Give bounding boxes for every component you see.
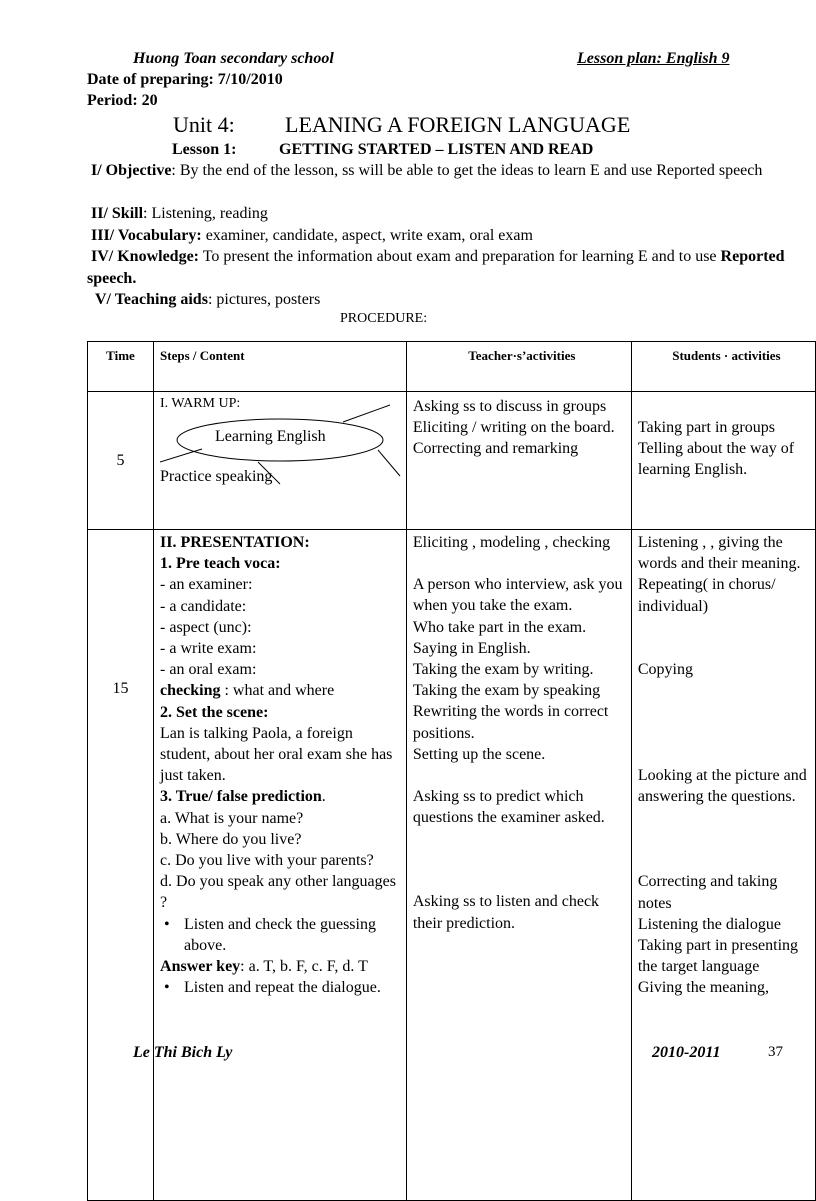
true-false-label: 3. True/ false prediction	[160, 788, 322, 806]
student-activity: Copying	[637, 660, 693, 678]
vocab-item: - an examiner:	[160, 576, 253, 594]
objective	[87, 160, 787, 182]
knowledge-text: To present the information about exam and preparation for learning E and to use	[199, 248, 721, 265]
vocabulary-text: examiner, candidate, aspect, write exam, oral exam	[201, 227, 533, 244]
pre-teach-heading: 1. Pre teach voca:	[160, 555, 281, 573]
knowledge	[87, 246, 787, 289]
answer-key	[160, 956, 406, 977]
procedure-table	[87, 341, 816, 1201]
bullet-item: • Listen and repeat the dialogue.	[184, 977, 406, 998]
objective-label: I/ Objective	[91, 162, 172, 179]
unit-title: LEANING A FOREIGN LANGUAGE	[285, 112, 631, 137]
lesson-label: Lesson 1:	[172, 141, 237, 158]
true-false-heading	[160, 786, 406, 807]
set-scene-heading: 2. Set the scene:	[160, 703, 269, 721]
mind-map-center: Learning English	[215, 428, 326, 445]
bullet-list	[160, 977, 406, 998]
skill	[87, 203, 787, 225]
teacher-activity: Setting up the scene.	[412, 745, 546, 763]
scene-text: Lan is talking Paola, a foreign student, about her oral exam she has just taken.	[160, 724, 393, 785]
true-false-dot: .	[321, 788, 326, 806]
teaching-aids	[87, 289, 787, 311]
checking-label: checking	[160, 682, 221, 700]
lesson-title: GETTING STARTED – LISTEN AND READ	[279, 141, 594, 158]
procedure-title: PROCEDURE:	[340, 311, 428, 326]
teacher-activity: Correcting and remarking	[412, 440, 579, 458]
student-activity: Correcting and taking notes	[637, 873, 778, 912]
student-activity: Taking part in presenting the target language	[637, 937, 799, 976]
skill-label: II/ Skill	[91, 205, 144, 222]
row2-steps	[154, 530, 407, 1201]
header-time: Time	[88, 342, 154, 392]
mind-map-line	[378, 450, 400, 476]
teacher-activity: Asking ss to listen and check their prediction.	[412, 893, 600, 932]
question-item: c. Do you live with your parents?	[160, 852, 374, 870]
row1-time: 5	[88, 392, 154, 530]
table-header-row	[88, 342, 816, 392]
vocab-item: - a candidate:	[160, 597, 247, 615]
lesson-plan-title: Lesson plan: English 9	[577, 50, 730, 67]
footer-year: 2010-2011	[652, 1044, 721, 1061]
row1-students	[631, 392, 815, 530]
teaching-aids-text: : pictures, posters	[207, 291, 321, 308]
vocab-item: - a write exam:	[160, 640, 257, 658]
student-activity: Listening , , giving the words and their meaning. Repeating( in chorus/ individual)	[637, 534, 801, 615]
row2-teacher	[406, 530, 631, 1201]
teacher-activity: Taking the exam by speaking	[412, 682, 601, 700]
question-item: a. What is your name?	[160, 809, 304, 827]
teacher-activity: A person who interview, ask you when you take the exam.	[412, 576, 623, 615]
header-teacher: Teacher·s’activities	[406, 342, 631, 392]
vocabulary-label: III/ Vocabulary:	[91, 227, 202, 244]
table-row	[88, 530, 816, 1201]
student-activity: Taking part in groups	[637, 419, 775, 436]
mind-map-line	[160, 449, 202, 462]
vocabulary	[87, 225, 787, 247]
checking-line	[160, 680, 406, 701]
teacher-activity: Who take part in the exam.	[412, 618, 587, 636]
teacher-activity: Taking the exam by writing.	[412, 661, 594, 679]
teacher-activity: Eliciting , modeling , checking	[412, 534, 611, 551]
knowledge-bold: Reported speech.	[87, 248, 785, 287]
lesson-heading	[172, 141, 594, 159]
practice-speaking: Practice speaking	[160, 468, 273, 485]
question-item: d. Do you speak any other languages ?	[160, 873, 396, 912]
table-row	[88, 392, 816, 530]
objective-text: : By the end of the lesson, ss will be able to get the ideas to learn E and use Reported speech	[171, 162, 763, 179]
teacher-activity: Saying in English.	[412, 639, 531, 657]
header-steps: Steps / Content	[154, 342, 407, 392]
mind-map-line	[343, 405, 390, 422]
student-activity: Telling about the way of learning English.	[637, 440, 795, 479]
row1-teacher	[406, 392, 631, 530]
teacher-activity: Rewriting the words in correct positions.	[412, 703, 609, 742]
footer-author: Le Thi Bich Ly	[133, 1044, 233, 1061]
mind-map-diagram	[160, 392, 405, 504]
unit-heading	[173, 112, 631, 138]
skill-text: : Listening, reading	[143, 205, 268, 222]
row2-students	[631, 530, 815, 1201]
period: Period: 20	[87, 92, 158, 109]
student-activity: Looking at the picture and answering the questions.	[637, 767, 807, 806]
row1-steps	[154, 392, 407, 530]
school-name: Huong Toan secondary school	[133, 50, 334, 67]
warm-up-label: I. WARM UP:	[160, 396, 241, 411]
teacher-activity: Eliciting / writing on the board.	[412, 419, 615, 437]
bullet-item: • Listen and check the guessing above.	[184, 914, 406, 956]
answer-key-label: Answer key	[160, 958, 241, 976]
question-item: b. Where do you live?	[160, 830, 302, 848]
student-activity: Giving the meaning,	[637, 979, 769, 997]
row2-time: 15	[88, 530, 154, 1201]
teaching-aids-label: V/ Teaching aids	[95, 291, 208, 308]
teacher-activity: Asking ss to predict which questions the examiner asked.	[412, 788, 605, 827]
checking-text: : what and where	[220, 682, 335, 700]
teacher-activity: Asking ss to discuss in groups	[412, 398, 607, 415]
knowledge-label: IV/ Knowledge:	[91, 248, 199, 265]
bullet-list	[160, 914, 406, 956]
student-activity: Listening the dialogue	[637, 915, 781, 933]
date-of-preparing: Date of preparing: 7/10/2010	[87, 71, 283, 88]
unit-label: Unit 4:	[173, 112, 235, 137]
header-students: Students · activities	[631, 342, 815, 392]
presentation-heading: II. PRESENTATION:	[160, 534, 310, 551]
answer-key-text: : a. T, b. F, c. F, d. T	[240, 958, 368, 976]
vocab-item: - an oral exam:	[160, 661, 257, 679]
page-number: 37	[768, 1044, 783, 1060]
vocab-item: - aspect (unc):	[160, 618, 252, 636]
